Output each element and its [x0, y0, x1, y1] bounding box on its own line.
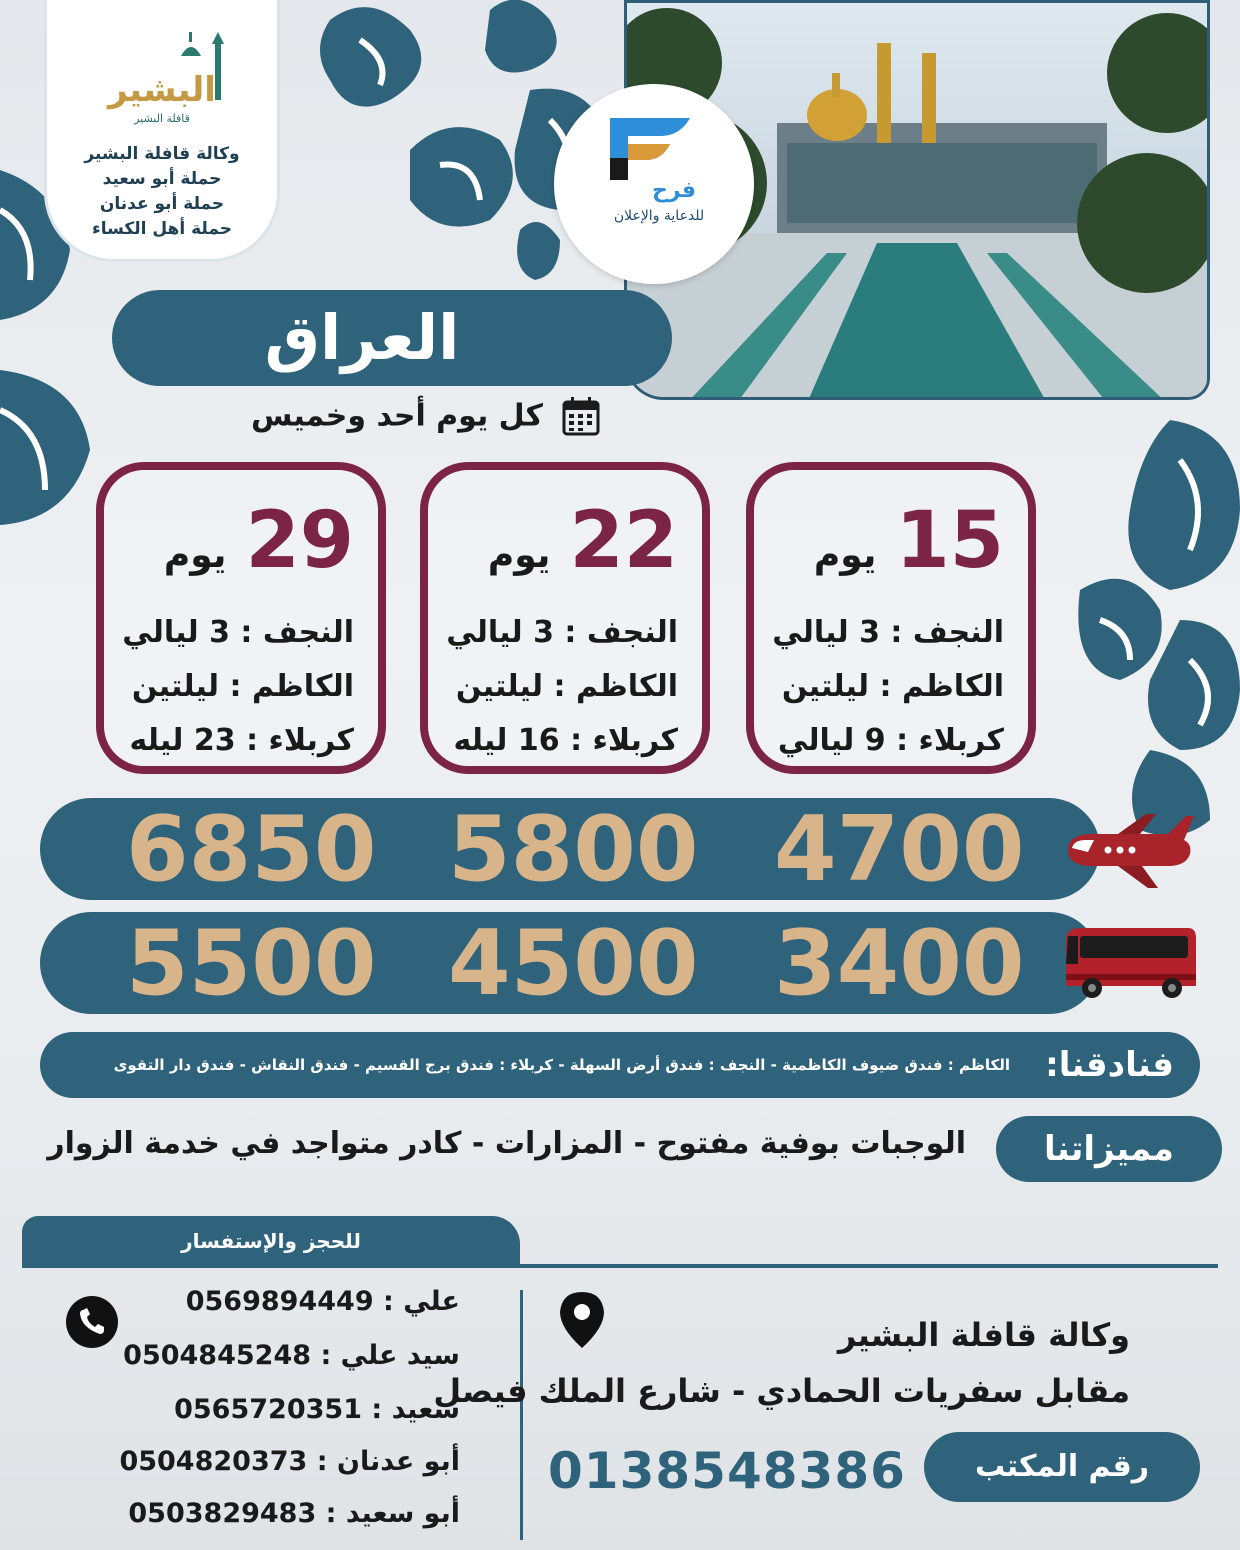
office-address: مقابل سفريات الحمادي - شارع الملك فيصل: [433, 1372, 1130, 1410]
contact-name: أبو سعيد :: [325, 1498, 460, 1529]
contact-name: أبو عدنان :: [316, 1446, 460, 1477]
package-unit: يوم: [813, 535, 877, 576]
contact-phone[interactable]: 0565720351: [174, 1394, 362, 1425]
plane-price-22: 5800: [448, 797, 699, 902]
floral-ornament-right: [1060, 420, 1240, 840]
agency-line: حملة أبو سعيد: [102, 169, 222, 189]
bus-price-22: 4500: [448, 911, 699, 1016]
package-card-15: [746, 462, 1036, 774]
contact-row: [110, 1498, 460, 1542]
contact-phone[interactable]: 0504820373: [119, 1446, 308, 1477]
booking-tab: للحجز والإستفسار: [22, 1216, 520, 1266]
package-days: 22: [569, 496, 678, 586]
destination-title: العراق: [264, 301, 460, 374]
contact-phone[interactable]: 0503829483: [128, 1498, 317, 1529]
package-najaf: النجف : 3 ليالي: [122, 615, 354, 650]
package-unit: يوم: [487, 535, 551, 576]
package-najaf: النجف : 3 ليالي: [446, 615, 678, 650]
calendar-icon: [562, 396, 600, 436]
plane-price-15: 4700: [774, 797, 1025, 902]
logo-word: البشير: [108, 70, 216, 110]
agency-line: وكالة قافلة البشير: [84, 144, 240, 164]
hotels-label: فنادقنا:: [1045, 1045, 1174, 1085]
farah-tagline: للدعاية والإعلان: [613, 208, 705, 224]
airplane-icon: [1058, 810, 1198, 890]
farah-name: فرح: [652, 178, 696, 203]
agency-logo-card: [44, 0, 280, 262]
features-text: الوجبات بوفية مفتوح - المزارات - كادر متواجد في خدمة الزوار: [47, 1126, 966, 1161]
logo-subtitle: قافلة البشير: [134, 112, 190, 125]
contact-row: [110, 1340, 460, 1384]
agency-line: حملة أهل الكساء: [92, 219, 232, 239]
bus-price-29: 5500: [126, 911, 377, 1016]
package-kadhim: الكاظم : ليلتين: [455, 669, 678, 704]
hotels-bar: [40, 1032, 1200, 1098]
package-card-22: [420, 462, 710, 774]
features-label: مميزاتنا: [996, 1116, 1222, 1182]
contact-name: علي :: [383, 1286, 460, 1317]
package-kadhim: الكاظم : ليلتين: [781, 669, 1004, 704]
destination-title-pill: [112, 290, 672, 386]
office-phone-label: رقم المكتب: [924, 1432, 1200, 1502]
agency-lines: [47, 142, 277, 242]
contact-row: [110, 1394, 460, 1438]
office-phone[interactable]: 0138548386: [548, 1442, 906, 1500]
package-karbala: كربلاء : 9 ليالي: [777, 723, 1004, 758]
package-kadhim: الكاظم : ليلتين: [131, 669, 354, 704]
hotels-text: الكاظم : فندق ضيوف الكاظمية - النجف : فندق أرض السهلة - كربلاء : فندق برج القسيم - فندق النقاش - فندق دار التقوى: [113, 1056, 1010, 1074]
office-name: وكالة قافلة البشير: [837, 1316, 1130, 1354]
package-karbala: كربلاء : 16 ليله: [453, 723, 678, 758]
package-unit: يوم: [163, 535, 227, 576]
section-divider: [22, 1264, 1218, 1268]
column-divider: [520, 1290, 523, 1540]
package-karbala: كربلاء : 23 ليله: [129, 723, 354, 758]
package-days: 29: [245, 496, 354, 586]
plane-price-29: 6850: [126, 797, 377, 902]
contact-phone[interactable]: 0569894449: [185, 1286, 374, 1317]
package-card-29: [96, 462, 386, 774]
farah-f-icon: [600, 110, 700, 180]
schedule: [200, 396, 600, 446]
contact-row: [110, 1286, 460, 1330]
contact-phone[interactable]: 0504845248: [123, 1340, 312, 1371]
contact-name: سيد علي :: [320, 1340, 460, 1371]
plane-price-bar: [40, 798, 1100, 900]
contact-row: [110, 1446, 460, 1490]
bus-price-bar: [40, 912, 1100, 1014]
contact-name: سعيد :: [371, 1394, 460, 1425]
bus-icon: [1060, 924, 1200, 1004]
schedule-text: كل يوم أحد وخميس: [251, 398, 543, 434]
farah-logo: [554, 84, 754, 284]
agency-line: حملة أبو عدنان: [99, 194, 225, 214]
package-days: 15: [895, 496, 1004, 586]
bus-price-15: 3400: [774, 911, 1025, 1016]
package-najaf: النجف : 3 ليالي: [772, 615, 1004, 650]
